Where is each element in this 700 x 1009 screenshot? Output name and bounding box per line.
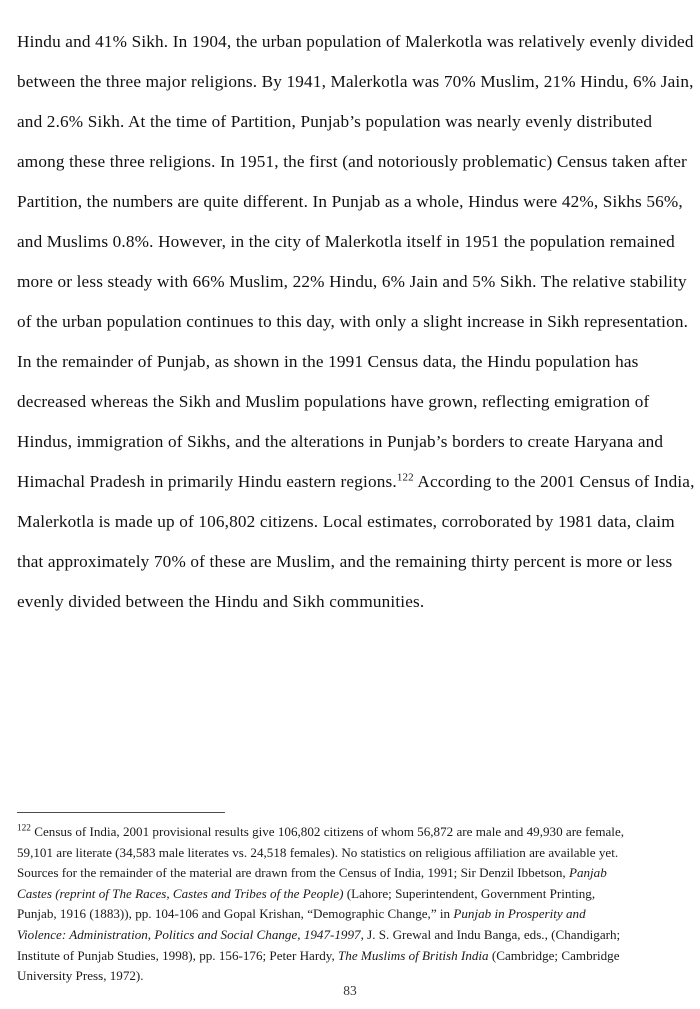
body-text-segment: Himachal Pradesh in primarily Hindu eastern regions. [17, 472, 397, 491]
body-paragraph-line: that approximately 70% of these are Muslim, and the remaining thirty percent is more or less [17, 552, 673, 571]
body-paragraph-line: more or less steady with 66% Muslim, 22% Hindu, 6% Jain and 5% Sikh. The relative stability [17, 272, 687, 291]
footnote-text-segment: (Cambridge; Cambridge [488, 947, 620, 963]
body-paragraph-line: and Muslims 0.8%. However, in the city of Malerkotla itself in 1951 the population remained [17, 232, 675, 251]
body-paragraph-line: Hindus, immigration of Sikhs, and the alterations in Punjab’s borders to create Haryana and [17, 432, 664, 451]
footnote-text-segment: Sources for the remainder of the material are drawn from the Census of India, 1991; Sir Denzil Ibbetson, [17, 865, 569, 881]
body-paragraph-line: and 2.6% Sikh. At the time of Partition, Punjab’s population was nearly evenly distributed [17, 112, 653, 131]
footnote-line: 59,101 are literate (34,583 male literates vs. 24,518 females). No statistics on religious affiliation are available yet. [17, 844, 619, 860]
body-paragraph-line: Partition, the numbers are quite different. In Punjab as a whole, Hindus were 42%, Sikhs 56%, [17, 192, 683, 211]
body-text-block [17, 22, 695, 622]
footnote-separator-rule [17, 812, 225, 813]
footnote-text-segment: Punjab, 1916 (1883)), pp. 104-106 and Gopal Krishan, “Demographic Change,” in [17, 906, 454, 922]
body-paragraph-line: decreased whereas the Sikh and Muslim populations have grown, reflecting emigration of [17, 392, 650, 411]
footnote-italic-title: Panjab [568, 865, 607, 881]
footnote-line: University Press, 1972). [17, 968, 144, 984]
body-paragraph-line: Hindu and 41% Sikh. In 1904, the urban population of Malerkotla was relatively evenly divided [17, 32, 694, 51]
footnote-italic-title: Castes (reprint of The Races, Castes and Tribes of the People) [17, 885, 344, 901]
footnote-reference-marker[interactable]: 122 [396, 471, 414, 484]
body-text-segment: According to the 2001 Census of India, [413, 472, 695, 491]
body-paragraph-line: evenly divided between the Hindu and Sikh communities. [17, 592, 425, 611]
footnote-line [17, 925, 687, 946]
body-paragraph-line: of the urban population continues to this day, with only a slight increase in Sikh representation. [17, 312, 689, 331]
footnote-line [17, 822, 687, 843]
footnote-line [17, 946, 687, 967]
footnote-text-segment: (Lahore; Superintendent, Government Printing, [343, 885, 596, 901]
footnote-text-segment: Census of India, 2001 provisional results give 106,802 citizens of whom 56,872 are male and 49,930 are female, [30, 824, 625, 839]
footnote-block [17, 822, 687, 987]
footnote-italic-title: The Muslims of British India [338, 947, 489, 963]
footnote-line [17, 904, 687, 925]
footnote-text-segment: Institute of Punjab Studies, 1998), pp. 156-176; Peter Hardy, [17, 947, 339, 963]
body-paragraph-line: Malerkotla is made up of 106,802 citizens. Local estimates, corroborated by 1981 data, claim [17, 512, 675, 531]
footnote-italic-title: Violence: Administration, Politics and Social Change, 1947-1997 [17, 926, 361, 942]
footnote-number: 122 [17, 823, 31, 834]
body-paragraph-line-with-footnote-ref [17, 462, 695, 502]
body-paragraph-line: among these three religions. In 1951, the first (and notoriously problematic) Census taken after [17, 152, 687, 171]
footnote-text-segment: , J. S. Grewal and Indu Banga, eds., (Chandigarh; [360, 926, 621, 942]
footnote-italic-title: Punjab in Prosperity and [453, 906, 586, 922]
footnote-line [17, 863, 687, 884]
body-paragraph-line: between the three major religions. By 1941, Malerkotla was 70% Muslim, 21% Hindu, 6% Jain, [17, 72, 694, 91]
footnote-line [17, 884, 687, 905]
page-number: 83 [343, 983, 357, 998]
body-paragraph-line: In the remainder of Punjab, as shown in the 1991 Census data, the Hindu population has [17, 352, 639, 371]
